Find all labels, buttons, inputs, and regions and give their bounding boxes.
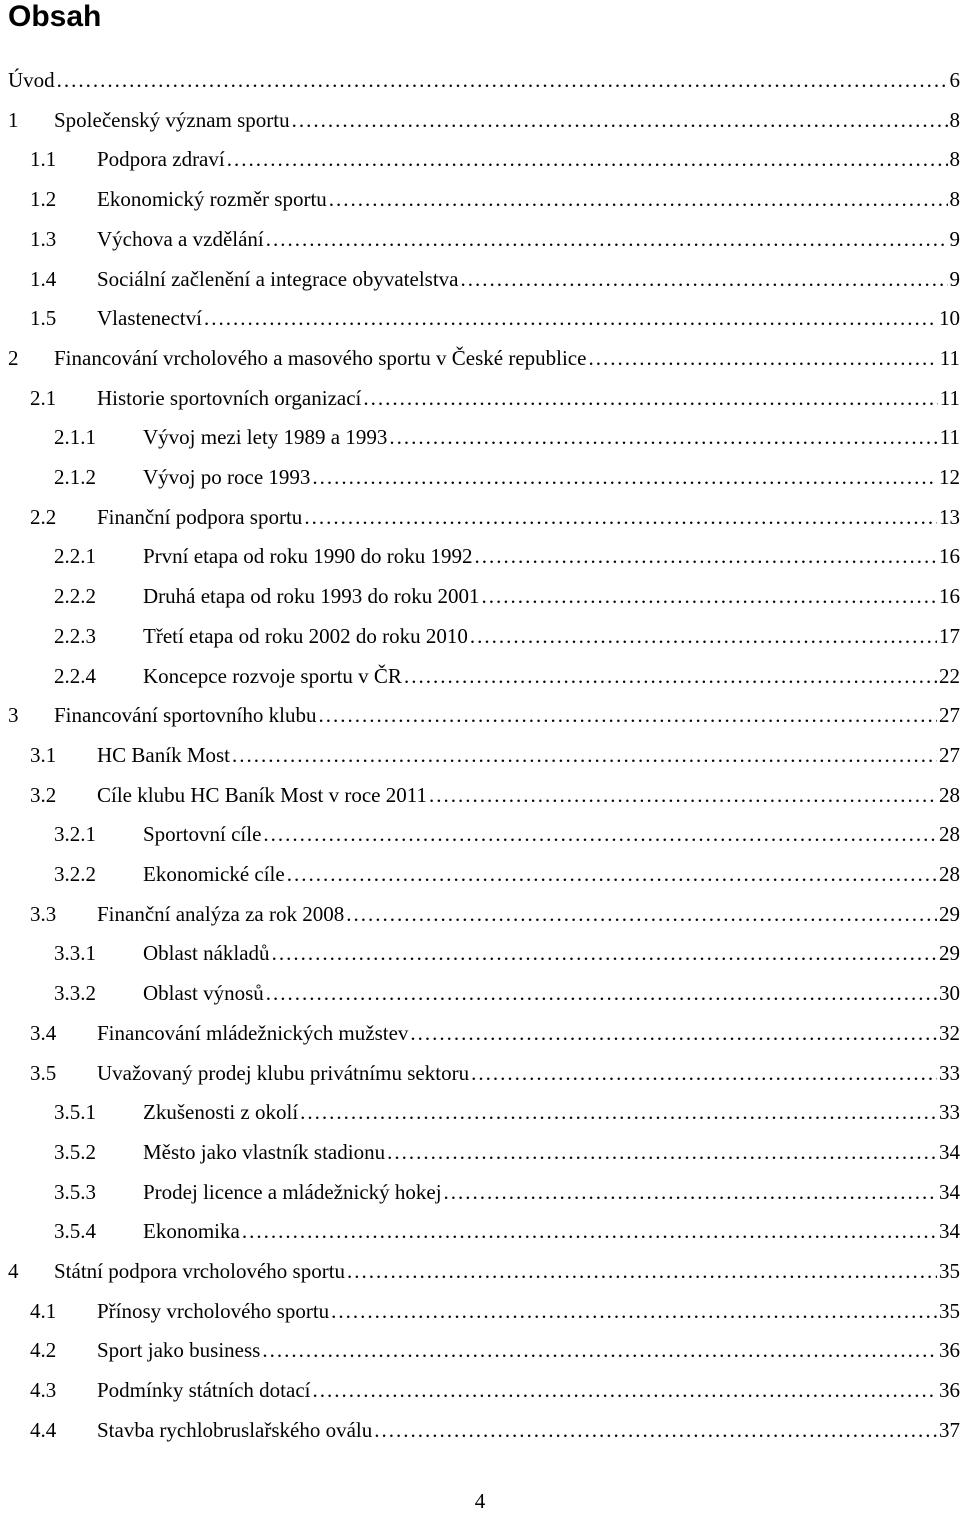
toc-entry-line xyxy=(97,219,960,259)
toc-entry[interactable] xyxy=(0,973,960,1013)
toc-entry-title: Oblast nákladů xyxy=(143,933,270,973)
toc-entry[interactable] xyxy=(0,1370,960,1410)
toc-entry-line xyxy=(97,1330,960,1370)
toc-dot-leader xyxy=(470,616,937,656)
toc-entry-page: 16 xyxy=(939,584,960,608)
toc-entry-page: 33 xyxy=(939,1061,960,1085)
toc-entry[interactable] xyxy=(0,656,960,696)
toc-dot-leader xyxy=(410,1013,937,1053)
toc-entry-number: 3.4 xyxy=(30,1021,57,1045)
toc-entry-page: 36 xyxy=(939,1338,960,1362)
toc-entry-number: 2.1.1 xyxy=(54,425,96,449)
toc-entry[interactable] xyxy=(0,735,960,775)
toc-entry-line xyxy=(97,179,960,219)
toc-entry-page: 11 xyxy=(939,386,960,410)
toc-entry-page: 34 xyxy=(939,1180,960,1204)
toc-dot-leader xyxy=(429,775,937,815)
toc-entry-number: 1.2 xyxy=(30,187,57,211)
toc-dot-leader xyxy=(204,298,937,338)
toc-entry-line xyxy=(97,1410,960,1450)
toc-entry-title: Financování sportovního klubu xyxy=(54,695,316,735)
toc-entry-number: 3.2.2 xyxy=(54,862,96,886)
toc-dot-leader xyxy=(461,259,948,299)
toc-entry[interactable] xyxy=(0,1291,960,1331)
toc-dot-leader xyxy=(346,894,937,934)
toc-entry-title: Druhá etapa od roku 1993 do roku 2001 xyxy=(143,576,480,616)
toc-dot-leader xyxy=(227,139,948,179)
toc-entry-page: 37 xyxy=(939,1418,960,1442)
toc-entry-line xyxy=(143,1132,960,1172)
toc-entry-page: 8 xyxy=(949,187,960,211)
toc-entry[interactable] xyxy=(0,536,960,576)
toc-dot-leader xyxy=(287,854,937,894)
toc-entry-title: Státní podpora vrcholového sportu xyxy=(54,1251,345,1291)
toc-entry[interactable] xyxy=(0,219,960,259)
toc-dot-leader xyxy=(374,1410,937,1450)
toc-entry[interactable] xyxy=(0,1132,960,1172)
toc-entry[interactable] xyxy=(0,854,960,894)
toc-entry-number: 3.5.4 xyxy=(54,1219,96,1243)
toc-entry-line xyxy=(143,536,960,576)
toc-entry[interactable] xyxy=(0,616,960,656)
toc-entry[interactable] xyxy=(0,378,960,418)
toc-dot-leader xyxy=(318,695,937,735)
toc-entry-title: Cíle klubu HC Baník Most v roce 2011 xyxy=(97,775,427,815)
toc-entry-number: 2.2 xyxy=(30,505,57,529)
toc-entry-title: Město jako vlastník stadionu xyxy=(143,1132,385,1172)
toc-entry-number: 3.1 xyxy=(30,743,57,767)
toc-entry[interactable] xyxy=(0,1053,960,1093)
toc-entry-title: Podmínky státních dotací xyxy=(97,1370,310,1410)
toc-entry-number: 3.2.1 xyxy=(54,822,96,846)
toc-entry-title: Sport jako business xyxy=(97,1330,260,1370)
toc-entry-line xyxy=(97,894,960,934)
toc-entry[interactable] xyxy=(0,894,960,934)
toc-entry[interactable] xyxy=(0,259,960,299)
toc-entry-number: 4 xyxy=(8,1259,19,1283)
toc-dot-leader xyxy=(475,536,937,576)
toc-entry-page: 6 xyxy=(949,68,960,92)
toc-entry-page: 36 xyxy=(939,1378,960,1402)
toc-entry-line xyxy=(8,60,960,100)
toc-entry-page: 11 xyxy=(939,425,960,449)
toc-entry-page: 35 xyxy=(939,1299,960,1323)
toc-entry-number: 3.2 xyxy=(30,783,57,807)
toc-entry-line xyxy=(54,100,960,140)
toc-entry[interactable] xyxy=(0,576,960,616)
toc-dot-leader xyxy=(266,219,948,259)
toc-entry-line xyxy=(143,814,960,854)
toc-entry-number: 4.4 xyxy=(30,1418,57,1442)
toc-entry-line xyxy=(143,933,960,973)
toc-entry-line xyxy=(143,1211,960,1251)
toc-entry-page: 29 xyxy=(939,941,960,965)
toc-entry-line xyxy=(143,1092,960,1132)
toc-entry-title: Úvod xyxy=(8,60,55,100)
toc-entry-number: 1 xyxy=(8,108,19,132)
toc-entry-line xyxy=(97,775,960,815)
toc-dot-leader xyxy=(57,60,948,100)
toc-entry-line xyxy=(143,656,960,696)
toc-entry-page: 33 xyxy=(939,1100,960,1124)
toc-entry-number: 3.5.3 xyxy=(54,1180,96,1204)
toc-entry-title: HC Baník Most xyxy=(97,735,230,775)
toc-entry-title: Podpora zdraví xyxy=(97,139,225,179)
toc-entry-number: 4.1 xyxy=(30,1299,57,1323)
toc-dot-leader xyxy=(262,1330,937,1370)
toc-dot-leader xyxy=(331,1291,937,1331)
toc-entry-line xyxy=(143,854,960,894)
toc-entry-title: Historie sportovních organizací xyxy=(97,378,361,418)
toc-entry-line xyxy=(143,973,960,1013)
toc-entry-page: 35 xyxy=(939,1259,960,1283)
toc-entry-line xyxy=(97,735,960,775)
toc-entry-page: 8 xyxy=(949,147,960,171)
toc-entry-number: 3.5.1 xyxy=(54,1100,96,1124)
toc-entry-title: Vlastenectví xyxy=(97,298,202,338)
toc-dot-leader xyxy=(363,378,937,418)
toc-entry-page: 13 xyxy=(939,505,960,529)
toc-entry-number: 4.2 xyxy=(30,1338,57,1362)
toc-entry[interactable] xyxy=(0,497,960,537)
toc-dot-leader xyxy=(389,417,937,457)
page-title: Obsah xyxy=(8,0,102,33)
toc-entry-number: 4.3 xyxy=(30,1378,57,1402)
toc-entry[interactable] xyxy=(0,1172,960,1212)
toc-entry-title: Vývoj mezi lety 1989 a 1993 xyxy=(143,417,387,457)
toc-dot-leader xyxy=(312,1370,937,1410)
toc-dot-leader xyxy=(404,656,937,696)
toc-entry-page: 11 xyxy=(939,346,960,370)
toc-entry-page: 9 xyxy=(949,267,960,291)
toc-dot-leader xyxy=(272,933,937,973)
toc-entry-title: Prodej licence a mládežnický hokej xyxy=(143,1172,442,1212)
toc-entry-line xyxy=(97,497,960,537)
toc-entry-title: Přínosy vrcholového sportu xyxy=(97,1291,329,1331)
toc-entry-page: 34 xyxy=(939,1219,960,1243)
toc-entry-number: 2.2.3 xyxy=(54,624,96,648)
toc-entry-number: 3.5.2 xyxy=(54,1140,96,1164)
toc-entry[interactable] xyxy=(0,1410,960,1450)
toc-entry-number: 2.2.4 xyxy=(54,664,96,688)
toc-entry-title: Zkušenosti z okolí xyxy=(143,1092,298,1132)
toc-entry-line xyxy=(97,298,960,338)
toc-entry[interactable] xyxy=(0,60,960,100)
toc-entry[interactable] xyxy=(0,814,960,854)
toc-entry-title: Ekonomika xyxy=(143,1211,240,1251)
toc-entry-page: 27 xyxy=(939,703,960,727)
toc-entry-page: 17 xyxy=(939,624,960,648)
toc-entry-line xyxy=(97,139,960,179)
toc-entry-number: 3.3 xyxy=(30,902,57,926)
toc-entry[interactable] xyxy=(0,1330,960,1370)
toc-dot-leader xyxy=(242,1211,937,1251)
toc-entry[interactable] xyxy=(0,179,960,219)
toc-entry-title: Financování vrcholového a masového sportu v České republice xyxy=(54,338,586,378)
toc-entry-title: První etapa od roku 1990 do roku 1992 xyxy=(143,536,473,576)
toc-dot-leader xyxy=(232,735,937,775)
toc-entry-line xyxy=(143,417,960,457)
toc-entry[interactable] xyxy=(0,100,960,140)
toc-entry[interactable] xyxy=(0,338,960,378)
toc-dot-leader xyxy=(444,1172,937,1212)
toc-dot-leader xyxy=(304,497,937,537)
toc-entry-page: 9 xyxy=(949,227,960,251)
toc-entry-title: Sociální začlenění a integrace obyvatelstva xyxy=(97,259,459,299)
toc-entry-line xyxy=(54,1251,960,1291)
toc-entry-title: Finanční analýza za rok 2008 xyxy=(97,894,344,934)
page-number-footer: 4 xyxy=(474,1489,486,1513)
toc-dot-leader xyxy=(312,457,937,497)
toc-entry-title: Uvažovaný prodej klubu privátnímu sektoru xyxy=(97,1053,469,1093)
toc-entry-line xyxy=(97,1291,960,1331)
toc-entry-number: 2.1.2 xyxy=(54,465,96,489)
toc-entry-line xyxy=(143,1172,960,1212)
toc-entry-page: 28 xyxy=(939,822,960,846)
toc-entry-number: 1.4 xyxy=(30,267,57,291)
toc-entry-page: 29 xyxy=(939,902,960,926)
toc-entry-title: Výchova a vzdělání xyxy=(97,219,264,259)
toc-entry-line xyxy=(97,259,960,299)
toc-dot-leader xyxy=(329,179,948,219)
toc-entry-line xyxy=(97,1053,960,1093)
toc-entry-line xyxy=(97,1013,960,1053)
toc-entry[interactable] xyxy=(0,1251,960,1291)
toc-entry-title: Třetí etapa od roku 2002 do roku 2010 xyxy=(143,616,468,656)
toc-entry[interactable] xyxy=(0,1092,960,1132)
toc-dot-leader xyxy=(387,1132,937,1172)
toc-entry-number: 2.2.1 xyxy=(54,544,96,568)
toc-entry-page: 32 xyxy=(939,1021,960,1045)
toc-dot-leader xyxy=(482,576,937,616)
toc-dot-leader xyxy=(292,100,948,140)
toc-entry-line xyxy=(143,576,960,616)
toc-entry-line xyxy=(97,378,960,418)
toc-entry-number: 3.3.1 xyxy=(54,941,96,965)
toc-entry-line xyxy=(143,616,960,656)
toc-entry-page: 30 xyxy=(939,981,960,1005)
toc-dot-leader xyxy=(266,973,937,1013)
toc-entry-title: Ekonomický rozměr sportu xyxy=(97,179,327,219)
toc-entry[interactable] xyxy=(0,933,960,973)
toc-entry-page: 34 xyxy=(939,1140,960,1164)
toc-entry-title: Společenský význam sportu xyxy=(54,100,290,140)
toc-entry-page: 28 xyxy=(939,783,960,807)
toc-dot-leader xyxy=(588,338,937,378)
toc-entry[interactable] xyxy=(0,457,960,497)
toc-entry-number: 3.3.2 xyxy=(54,981,96,1005)
toc-entry[interactable] xyxy=(0,139,960,179)
toc-entry-page: 16 xyxy=(939,544,960,568)
toc-entry-number: 3.5 xyxy=(30,1061,57,1085)
toc-entry[interactable] xyxy=(0,1211,960,1251)
toc-entry-line xyxy=(143,457,960,497)
toc-entry-title: Stavba rychlobruslařského oválu xyxy=(97,1410,372,1450)
toc-entry[interactable] xyxy=(0,1013,960,1053)
toc-entry-page: 27 xyxy=(939,743,960,767)
toc-entry-number: 1.1 xyxy=(30,147,57,171)
toc-dot-leader xyxy=(347,1251,937,1291)
toc-entry-line xyxy=(54,695,960,735)
toc-dot-leader xyxy=(263,814,937,854)
toc-entry-number: 1.5 xyxy=(30,306,57,330)
toc-entry-title: Vývoj po roce 1993 xyxy=(143,457,310,497)
toc-entry-page: 10 xyxy=(939,306,960,330)
toc-entry[interactable] xyxy=(0,417,960,457)
toc-entry-number: 2 xyxy=(8,346,19,370)
toc-entry-title: Sportovní cíle xyxy=(143,814,261,854)
toc-entry-number: 1.3 xyxy=(30,227,57,251)
toc-entry-page: 12 xyxy=(939,465,960,489)
toc-entry[interactable] xyxy=(0,695,960,735)
toc-entry-title: Finanční podpora sportu xyxy=(97,497,302,537)
toc-entry-page: 28 xyxy=(939,862,960,886)
toc-entry-title: Koncepce rozvoje sportu v ČR xyxy=(143,656,402,696)
toc-entry-line xyxy=(97,1370,960,1410)
toc-entry-number: 2.1 xyxy=(30,386,57,410)
toc-entry-page: 22 xyxy=(939,664,960,688)
toc-entry-title: Financování mládežnických mužstev xyxy=(97,1013,408,1053)
toc-entry-page: 8 xyxy=(949,108,960,132)
toc-dot-leader xyxy=(300,1092,937,1132)
toc-entry-title: Oblast výnosů xyxy=(143,973,264,1013)
toc-entry-number: 3 xyxy=(8,703,19,727)
toc-entry-title: Ekonomické cíle xyxy=(143,854,285,894)
toc-entry-number: 2.2.2 xyxy=(54,584,96,608)
toc-entry[interactable] xyxy=(0,298,960,338)
toc-dot-leader xyxy=(471,1053,937,1093)
toc-entry-line xyxy=(54,338,960,378)
toc-entry[interactable] xyxy=(0,775,960,815)
